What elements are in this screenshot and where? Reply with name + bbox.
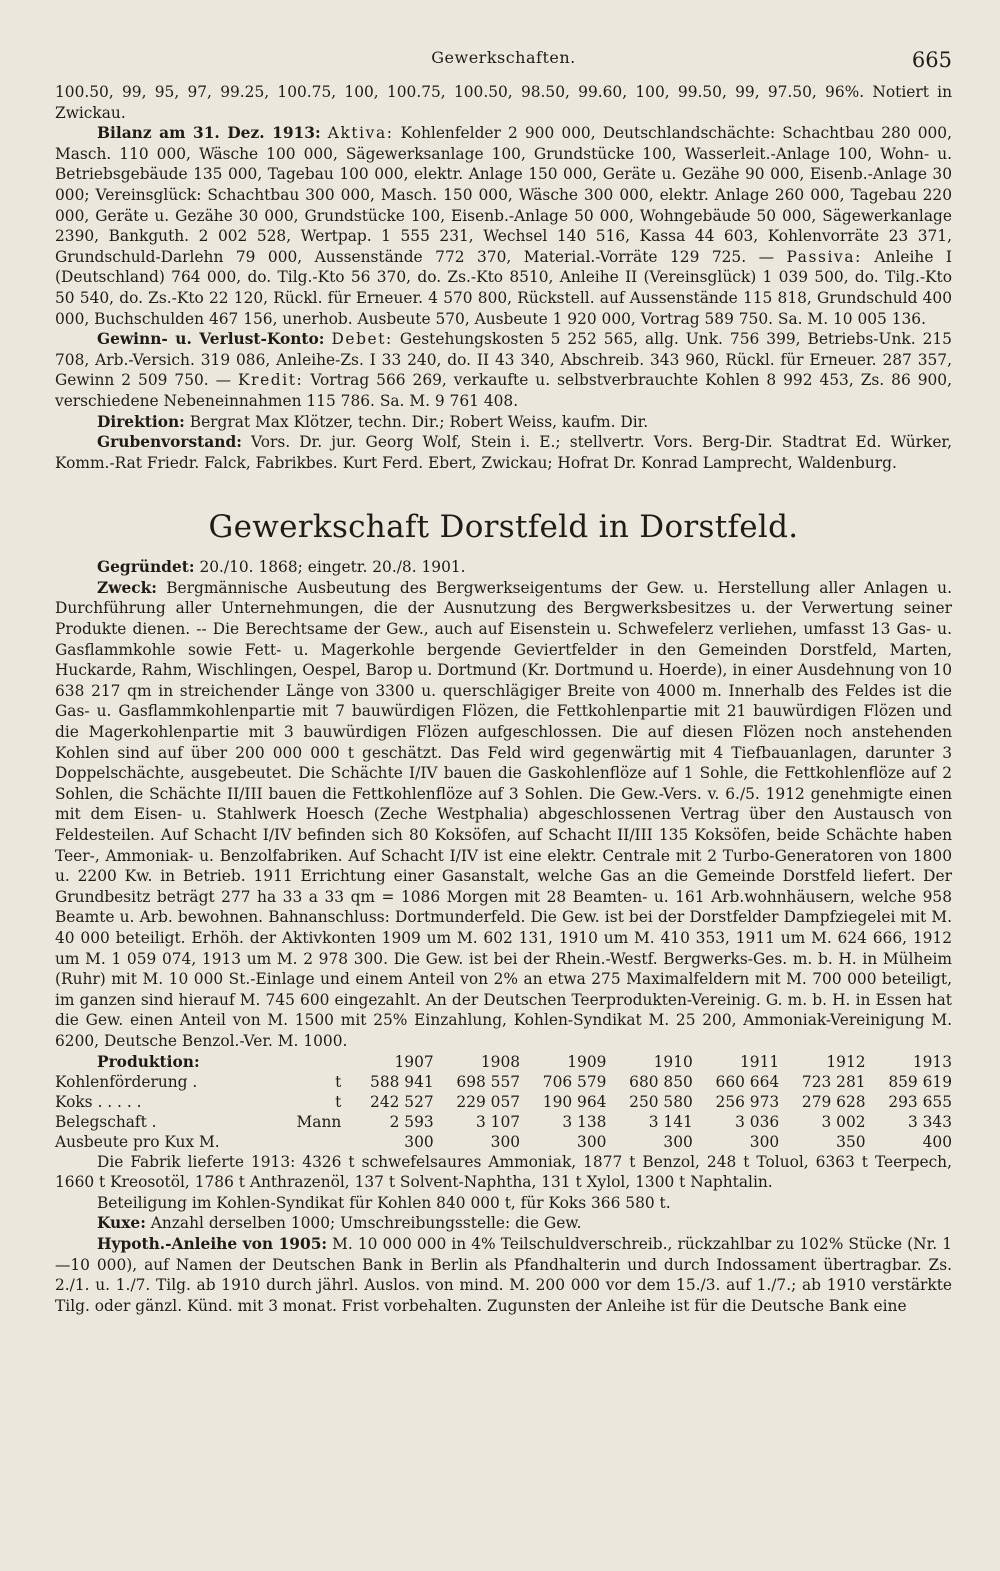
- kuxe-paragraph: [55, 1213, 952, 1234]
- section-title: Gewerkschaft Dorstfeld in Dorstfeld.: [208, 509, 799, 546]
- table-cell: 256 973: [715, 1092, 780, 1111]
- debet-label: Debet:: [331, 330, 393, 349]
- kuxe-text: Anzahl derselben 1000; Umschreibungsstelle: die Gew.: [150, 1214, 582, 1233]
- table-cell: 3 141: [648, 1112, 693, 1131]
- hypothek-label: Hypoth.-Anleihe von 1905:: [97, 1234, 328, 1253]
- row-label: Koks . . . . .: [55, 1092, 142, 1111]
- produktion-header-row: [55, 1052, 952, 1072]
- row-unit: [278, 1132, 347, 1152]
- table-cell: 400: [922, 1132, 952, 1151]
- table-cell: 293 655: [888, 1092, 952, 1111]
- row-label: Belegschaft .: [55, 1112, 157, 1131]
- table-row: [55, 1092, 952, 1112]
- gegruendet-text: 20./10. 1868; eingetr. 20./8. 1901.: [199, 558, 466, 577]
- year-cell: 1912: [826, 1052, 866, 1071]
- row-unit: t: [335, 1072, 342, 1091]
- table-cell: 300: [749, 1132, 780, 1151]
- hypothek-paragraph: [55, 1234, 952, 1316]
- page-number: 665: [911, 48, 952, 72]
- direktion-paragraph: [55, 412, 952, 433]
- produktion-table: [55, 1052, 952, 1152]
- table-cell: 723 281: [801, 1072, 866, 1091]
- row-unit: Mann: [296, 1112, 342, 1131]
- beteiligung-paragraph: Beteiligung im Kohlen-Syndikat für Kohlen 840 000 t, für Koks 366 580 t.: [97, 1193, 671, 1212]
- year-cell: 1911: [740, 1052, 780, 1071]
- table-row: [55, 1112, 952, 1132]
- grubenvorstand-label: Grubenvorstand:: [97, 433, 242, 452]
- table-cell: 660 664: [715, 1072, 780, 1091]
- table-cell: 300: [404, 1132, 434, 1151]
- table-cell: 190 964: [542, 1092, 607, 1111]
- table-row: [55, 1072, 952, 1092]
- kurse-paragraph: 100.50, 99, 95, 97, 99.25, 100.75, 100, 100.75, 100.50, 98.50, 99.60, 100, 99.50, 99, 97.50, 96%. Notiert in Zwickau.: [55, 83, 952, 122]
- kuxe-label: Kuxe:: [97, 1214, 146, 1233]
- table-cell: 279 628: [801, 1092, 866, 1111]
- zweck-paragraph: [55, 578, 952, 1052]
- bilanz-passiva-text: Anleihe I (Deutschland) 764 000, do. Tilg.-Kto 56 370, do. Zs.-Kto 8510, Anleihe II (Vereinsglück) 1 039 500, do. Tilg.-Kto 50 540, do. Zs.-Kto 22 120, Rückl. für Erneuer. 4 570 800, Rückstell. auf Aussenstände 115 818, Grundschuld 400 000, Buchschulden 467 156, unerhob. Ausbeute 570, Ausbeute 1 920 000, Vortrag 589 750. Sa. M. 10 005 136.: [55, 247, 952, 328]
- gegruendet-paragraph: [55, 557, 952, 578]
- fabrik-paragraph: Die Fabrik lieferte 1913: 4326 t schwefelsaures Ammoniak, 1877 t Benzol, 248 t Toluol, 6363 t Teerpech, 1660 t Kreosotöl, 1786 t Anthrazenöl, 137 t Solvent-Naphtha, 131 t Xylol, 1300 t Naphtalin.: [55, 1152, 952, 1192]
- table-cell: 3 107: [476, 1112, 521, 1131]
- row-label: Kohlenförderung .: [55, 1072, 198, 1091]
- zweck-label: Zweck:: [97, 578, 157, 597]
- passiva-label: Passiva:: [786, 247, 862, 266]
- running-header: [55, 48, 952, 82]
- header-title: Gewerkschaften.: [431, 48, 576, 67]
- table-cell: 229 057: [456, 1092, 521, 1111]
- grubenvorstand-text: Vors. Dr. jur. Georg Wolf, Stein i. E.; stellvertr. Vors. Berg-Dir. Stadtrat Ed. Würker, Komm.-Rat Friedr. Falck, Fabrikbes. Kurt Ferd. Ebert, Zwickau; Hofrat Dr. Konrad Lamprecht, Waldenburg.: [55, 433, 952, 472]
- bilanz-aktiva-text: Kohlenfelder 2 900 000, Deutschlandschächte: Schachtbau 280 000, Masch. 110 000, Wäsche 100 000, Sägewerksanlage 100, Grundstücke 100, Wasserleit.-Anlage 100, Wohn- u. Betriebsgebäude 135 000, Tagebau 100 000, elektr. Anlage 150 000, Geräte u. Gezähe 90 000, Eisenb.-Anlage 30 000; Vereinsglück: Schachtbau 300 000, Masch. 150 000, Wäsche 300 000, elektr. Anlage 260 000, Tagebau 220 000, Geräte u. Gezähe 30 000, Grundstücke 100, Eisenb.-Anlage 50 000, Wohngebäude 50 000, Sägewerkanlage 2390, Bankguth. 2 002 528, Wertpap. 1 555 231, Wechsel 140 516, Kassa 44 603, Kohlenvorräte 23 371, Grundschuld-Darlehn 79 000, Aussenstände 772 370, Material.-Vorräte 129 725. —: [55, 124, 952, 266]
- table-cell: 680 850: [629, 1072, 693, 1091]
- table-row: [55, 1132, 952, 1152]
- hypothek-text: M. 10 000 000 in 4% Teilschuldverschreib., rückzahlbar zu 102% Stücke (Nr. 1—10 000), auf Namen der Deutschen Bank in Berlin als Pfandhalterin und durch Indossament übertragbar. Zs. 2./1. u. 1./7. Tilg. ab 1910 durch jährl. Auslos. von mind. M. 200 000 vor dem 15./3. auf 1./7.; ab 1910 verstärkte Tilg. oder gänzl. Künd. mit 3 monat. Frist vorbehalten. Zugunsten der Anleihe ist für die Deutsche Bank eine: [55, 1234, 952, 1315]
- table-cell: 2 593: [389, 1112, 434, 1131]
- bilanz-label: Bilanz am 31. Dez. 1913:: [97, 124, 321, 143]
- gv-label: Gewinn- u. Verlust-Konto:: [97, 330, 325, 349]
- direktion-label: Direktion:: [97, 412, 185, 431]
- table-cell: 300: [490, 1132, 521, 1151]
- table-cell: 3 002: [821, 1112, 866, 1131]
- gv-kredit-text: Vortrag 566 269, verkaufte u. selbstverbrauchte Kohlen 8 992 453, Zs. 86 900, verschiedene Nebeneinnahmen 115 786. Sa. M. 9 761 408.: [55, 371, 952, 410]
- table-cell: 350: [836, 1132, 866, 1151]
- grubenvorstand-paragraph: [55, 432, 952, 473]
- year-cell: 1910: [653, 1052, 693, 1071]
- table-cell: 706 579: [542, 1072, 607, 1091]
- table-cell: 859 619: [888, 1072, 952, 1091]
- table-cell: 300: [577, 1132, 607, 1151]
- year-cell: 1909: [567, 1052, 607, 1071]
- year-cell: 1907: [394, 1052, 434, 1071]
- row-unit: t: [335, 1092, 342, 1111]
- produktion-label: Produktion:: [97, 1052, 200, 1071]
- year-cell: 1908: [480, 1052, 521, 1071]
- direktion-text: Bergrat Max Klötzer, techn. Dir.; Robert Weiss, kaufm. Dir.: [189, 412, 649, 431]
- table-cell: 588 941: [370, 1072, 434, 1091]
- year-cell: 1913: [912, 1052, 952, 1071]
- table-cell: 250 580: [629, 1092, 693, 1111]
- aktiva-label: Aktiva:: [327, 124, 394, 143]
- table-cell: 3 036: [735, 1112, 780, 1131]
- table-cell: 242 527: [370, 1092, 434, 1111]
- gegruendet-label: Gegründet:: [97, 558, 195, 577]
- table-cell: 3 138: [562, 1112, 607, 1131]
- table-cell: 698 557: [456, 1072, 521, 1091]
- table-cell: 300: [663, 1132, 693, 1151]
- row-label: Ausbeute pro Kux M.: [55, 1132, 220, 1151]
- table-cell: 3 343: [907, 1112, 952, 1131]
- kredit-label: Kredit:: [238, 371, 304, 390]
- gewinn-verlust-paragraph: [55, 329, 952, 411]
- bilanz-paragraph: [55, 123, 952, 329]
- zweck-text: Bergmännische Ausbeutung des Bergwerkseigentums der Gew. u. Herstellung aller Anlagen u. Durchführung aller Unternehmungen, die der Ausnutzung des Bergwerksbesitzes u. der Verwertung seiner Produkte dienen. -- Die Berechtsame der Gew., auch auf Eisenstein u. Schwefelerz verliehen, umfasst 13 Gas- u. Gasflammkohle sowie Fett- u. Magerkohle bergende Geviertfelder in den Gemeinden Dorstfeld, Marten, Huckarde, Rahm, Wischlingen, Oespel, Barop u. Dortmund (Kr. Dortmund u. Hoerde), in einer Ausdehnung von 10 638 217 qm in streichender Länge von 3300 u. querschlägiger Breite von 4000 m. Innerhalb des Feldes ist die Gas- u. Gasflammkohlenpartie mit 7 bauwürdigen Flözen, die Fettkohlenpartie mit 21 bauwürdigen Flözen und die Magerkohlenpartie mit 3 bauwürdigen Flözen aufgeschlossen. Die auf diesen Flözen noch anstehenden Kohlen sind auf über 200 000 000 t geschätzt. Das Feld wird gegenwärtig mit 4 Tiefbauanlagen, darunter 3 Doppelschächte, ausgebeutet. Die Schächte I/IV bauen die Gaskohlenflöze auf 1 Sohle, die Fettkohlenflöze auf 2 Sohlen, die Schächte II/III bauen die Fettkohlenflöze auf 3 Sohlen. Die Gew.-Vers. v. 6./5. 1912 genehmigte einen mit dem Eisen- u. Stahlwerk Hoesch (Zeche Westphalia) abgeschlossenen Vertrag über den Austausch von Feldesteilen. Auf Schacht I/IV befinden sich 80 Koksöfen, auf Schacht II/III 135 Koksöfen, beide Schächte haben Teer-, Ammoniak- u. Benzolfabriken. Auf Schacht I/IV ist eine elektr. Centrale mit 2 Turbo-Generatoren von 1800 u. 2200 Kw. in Betrieb. 1911 Errichtung einer Gasanstalt, welche Gas an die Gemeinde Dorstfeld liefert. Der Grundbesitz beträgt 277 ha 33 a 33 qm = 1086 Morgen mit 28 Beamten- u. 161 Arb.wohnhäusern, welche 958 Beamte u. Arb. bewohnen. Bahnanschluss: Dortmunderfeld. Die Gew. ist bei der Dorstfelder Dampfziegelei mit M. 40 000 beteiligt. Erhöh. der Aktivkonten 1909 um M. 602 131, 1910 um M. 410 353, 1911 um M. 624 666, 1912 um M. 1 059 074, 1913 um M. 2 978 300. Die Gew. ist bei der Rhein.-Westf. Bergwerks-Ges. m. b. H. in Mülheim (Ruhr) mit M. 10 000 St.-Einlage und einem Anteil von 2% an etwa 275 Maximalfeldern mit M. 700 000 beteiligt, im ganzen sind hierauf M. 745 600 eingezahlt. An der Deutschen Teerprodukten-Vereinig. G. m. b. H. in Essen hat die Gew. einen Anteil von M. 1500 mit 25% Einzahlung, Kohlen-Syndikat M. 25 200, Ammoniak-Vereinigung M. 6200, Deutsche Benzol.-Ver. M. 1000.: [55, 578, 952, 1050]
- gv-debet-text: Gestehungskosten 5 252 565, allg. Unk. 756 399, Betriebs-Unk. 215 708, Arb.-Versich. 319 086, Anleihe-Zs. I 33 240, do. II 43 340, Abschreib. 343 960, Rückl. für Erneuer. 287 357, Gewinn 2 509 750. —: [55, 330, 952, 390]
